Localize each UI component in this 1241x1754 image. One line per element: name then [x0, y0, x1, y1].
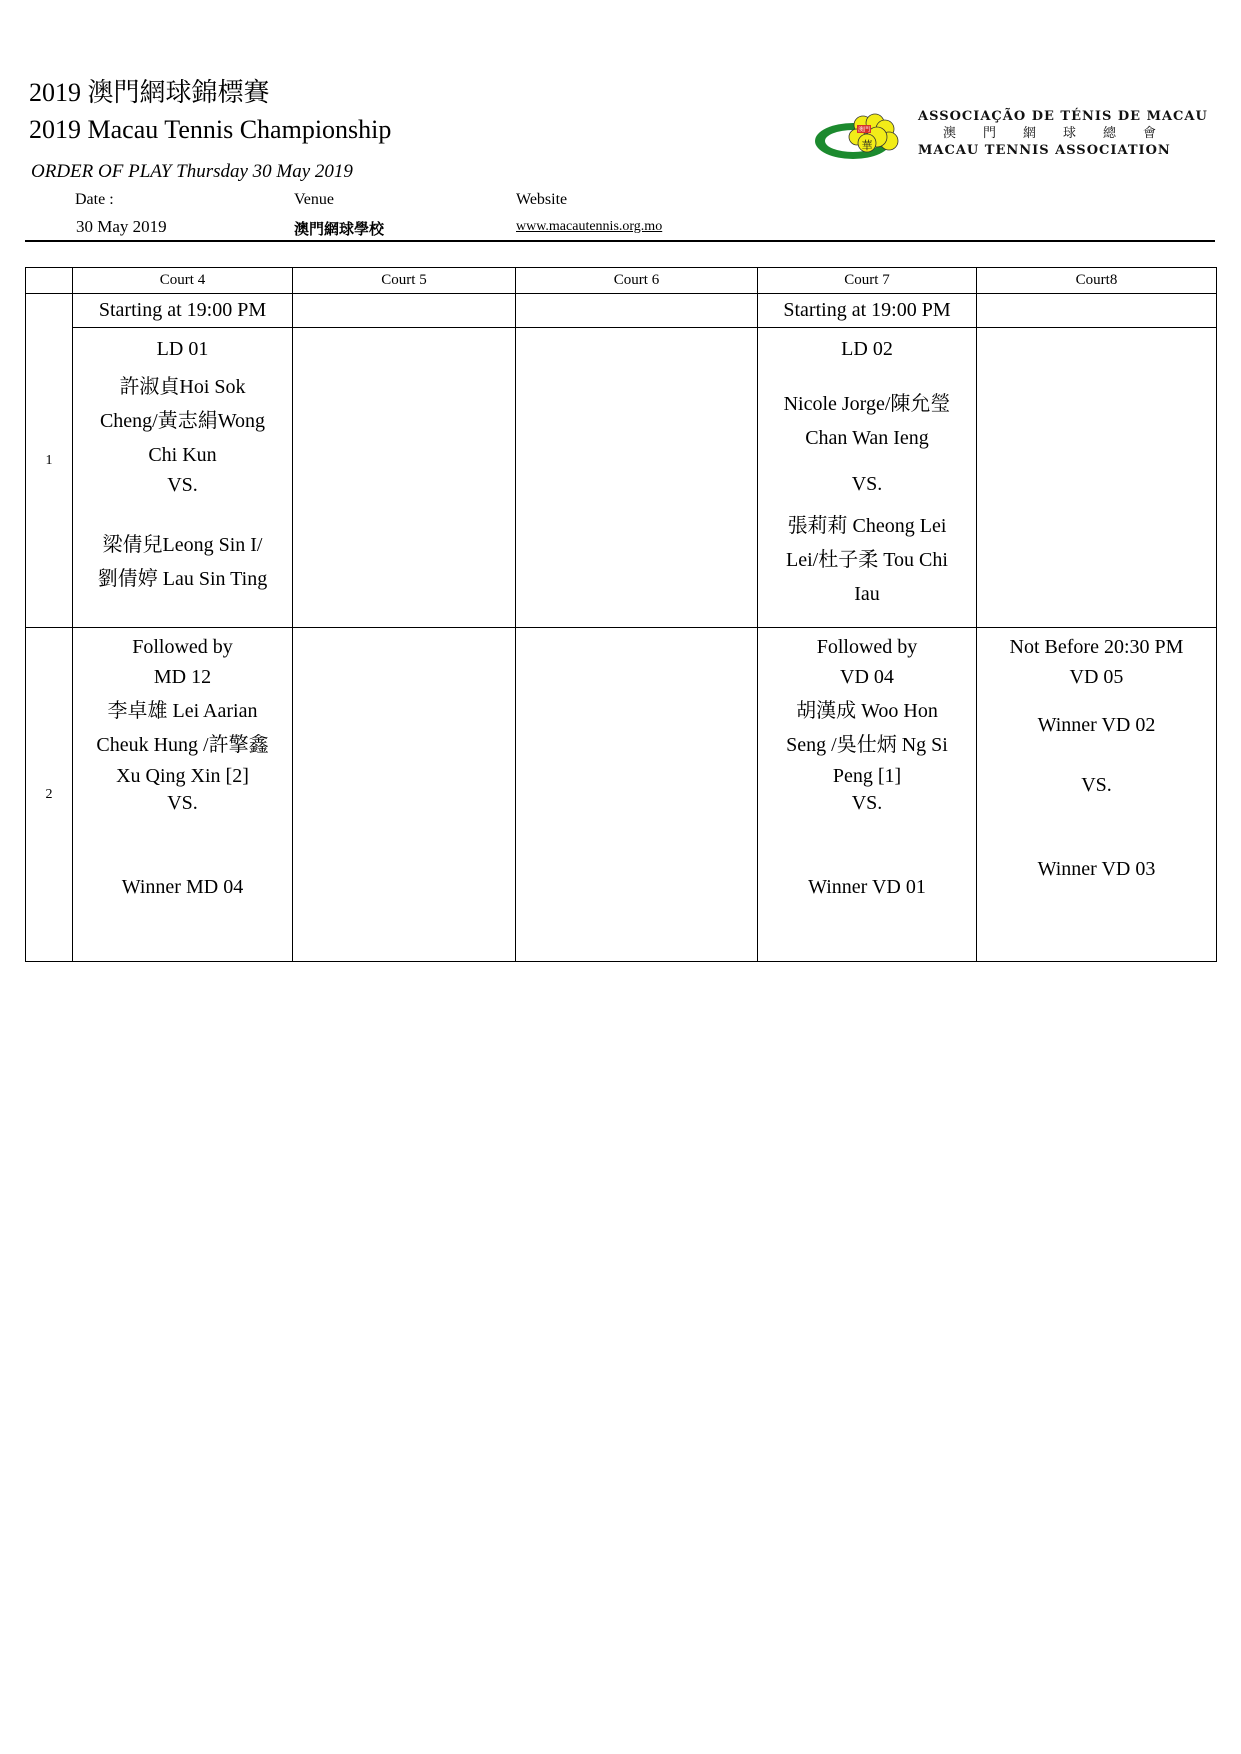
website-link[interactable]: www.macautennis.org.mo	[516, 219, 663, 234]
team2-line: 劉倩婷 Lau Sin Ting	[97, 568, 268, 590]
match-court-7-ld02	[758, 328, 977, 628]
row-number-2: 2	[26, 628, 73, 962]
date-label: Date :	[75, 191, 114, 208]
logo-badge-text: 澳門	[857, 126, 871, 134]
team1-line: Xu Qing Xin [2]	[116, 765, 249, 787]
team1-line: 胡漢成 Woo Hon	[796, 700, 938, 722]
court-8-start-time	[977, 294, 1217, 328]
team1-line: Peng [1]	[832, 765, 902, 787]
court-6-start-time	[516, 294, 758, 328]
header-divider	[25, 240, 1215, 242]
team2-line: Winner VD 03	[1037, 858, 1156, 880]
team2-line: 張莉莉 Cheong Lei	[787, 515, 947, 537]
row-number-1: 1	[26, 294, 73, 628]
schedule-note: Followed by	[132, 636, 233, 658]
team1-line: Seng /吳仕炳 Ng Si	[786, 734, 948, 756]
venue-label: Venue	[294, 191, 334, 208]
match-row-1	[26, 328, 1217, 628]
match-court-7-vd04	[758, 628, 977, 962]
match-court-8-empty	[977, 328, 1217, 628]
court-4-start-time: Starting at 19:00 PM	[73, 294, 293, 328]
association-name	[918, 108, 1208, 159]
match-code: VD 05	[1069, 666, 1124, 688]
match-code: VD 04	[840, 666, 894, 688]
association-line-pt: ASSOCIAÇÃO DE TÉNIS DE MACAU	[918, 109, 1208, 124]
team1-line: Nicole Jorge/陳允瑩	[783, 393, 951, 415]
match-court-6-empty	[516, 628, 758, 962]
title-english: 2019 Macau Tennis Championship	[29, 115, 392, 144]
team1-line: Cheng/黃志絹Wong	[99, 410, 266, 432]
team2-line: 梁倩兒Leong Sin I/	[102, 534, 263, 556]
match-court-5-empty	[293, 328, 516, 628]
team1-line: Cheuk Hung /許擎鑫	[96, 734, 269, 756]
schedule-note: Followed by	[816, 636, 918, 658]
court-5-header: Court 5	[293, 268, 516, 294]
versus-label: VS.	[167, 474, 198, 496]
court-7-header: Court 7	[758, 268, 977, 294]
team1-line: Winner VD 02	[1037, 714, 1156, 736]
court-8-header: Court8	[977, 268, 1217, 294]
versus-label: VS.	[1081, 774, 1112, 796]
row-number-header	[26, 268, 73, 294]
association-line-cn: 澳門網球總會	[943, 126, 1184, 141]
versus-label: VS.	[851, 473, 883, 495]
match-row-2	[26, 628, 1217, 962]
match-court-4-ld01	[73, 328, 293, 628]
team1-line: 李卓雄 Lei Aarian	[107, 700, 258, 722]
versus-label: VS.	[851, 792, 883, 814]
court-4-header: Court 4	[73, 268, 293, 294]
court-header-row	[26, 268, 1217, 294]
match-court-6-empty	[516, 328, 758, 628]
match-code: LD 02	[841, 338, 893, 360]
court-6-header: Court 6	[516, 268, 758, 294]
title-chinese: 2019 澳門網球錦標賽	[29, 78, 270, 107]
versus-label: VS.	[167, 792, 198, 814]
team2-line: Iau	[854, 583, 880, 605]
date-value: 30 May 2019	[76, 217, 167, 236]
match-court-4-md12	[73, 628, 293, 962]
order-of-play-subtitle: ORDER OF PLAY Thursday 30 May 2019	[31, 161, 353, 182]
team2-line: Winner MD 04	[121, 876, 244, 898]
start-time-row	[26, 294, 1217, 328]
website-label: Website	[516, 191, 568, 208]
team1-line: Chi Kun	[148, 444, 217, 466]
match-code: MD 12	[153, 666, 212, 688]
match-court-8-vd05	[977, 628, 1217, 962]
match-court-5-empty	[293, 628, 516, 962]
team1-line: Chan Wan Ieng	[805, 427, 929, 449]
venue-value: 澳門網球學校	[294, 222, 385, 238]
team2-line: Winner VD 01	[808, 876, 926, 898]
court-5-start-time	[293, 294, 516, 328]
match-code: LD 01	[156, 338, 209, 360]
order-of-play-table	[25, 267, 1217, 962]
logo-char-text: 華	[861, 139, 873, 152]
team1-line: 許淑貞Hoi Sok	[119, 376, 246, 398]
schedule-note: Not Before 20:30 PM	[1009, 636, 1184, 658]
association-line-en: MACAU TENNIS ASSOCIATION	[918, 143, 1171, 158]
court-7-start-time: Starting at 19:00 PM	[758, 294, 977, 328]
team2-line: Lei/杜子柔 Tou Chi	[786, 549, 948, 571]
tennis-balls-logo-icon	[813, 103, 903, 163]
